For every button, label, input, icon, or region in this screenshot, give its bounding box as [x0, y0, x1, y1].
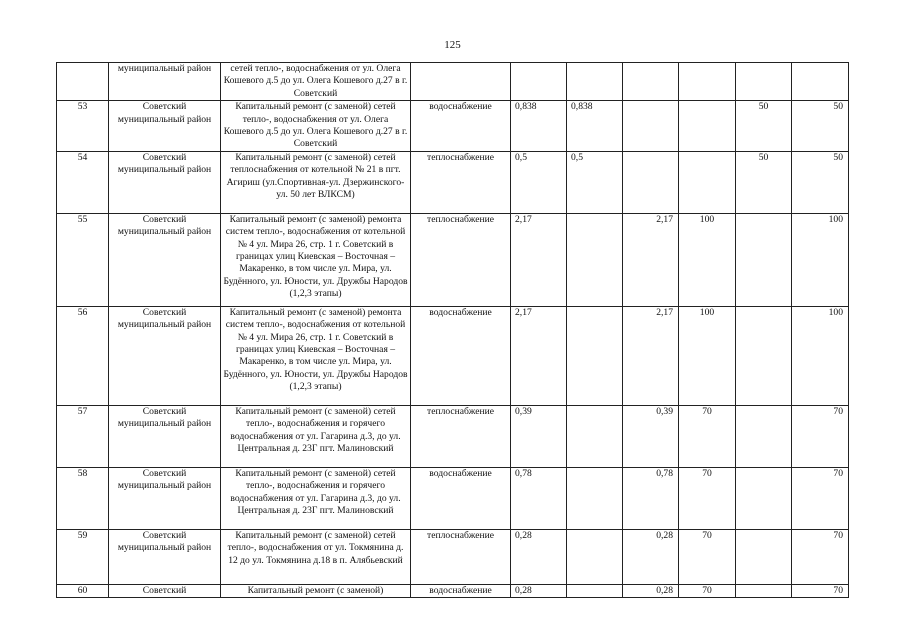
cell-number: 56 [57, 306, 109, 405]
cell-value-2: 0,5 [567, 151, 623, 213]
cell-value-4: 70 [679, 529, 736, 584]
cell-value-1: 0,39 [511, 405, 567, 467]
cell-value-6: 70 [792, 467, 849, 529]
cell-value-2 [567, 584, 623, 597]
cell-work: Капитальный ремонт (с заменой) сетей тепло-, водоснабжения от ул. Олега Кошевого д.5 до ул. Олега Кошевого д.27 в г. Советский [221, 101, 411, 152]
cell-type: теплоснабжение [411, 213, 511, 306]
cell-value-1: 0,5 [511, 151, 567, 213]
cell-value-4: 70 [679, 467, 736, 529]
cell-value-2: 0,838 [567, 101, 623, 152]
cell-district: Советский муниципальный район [109, 306, 221, 405]
cell-value-1 [511, 63, 567, 101]
cell-value-1: 0,28 [511, 584, 567, 597]
cell-value-3: 2,17 [623, 213, 679, 306]
cell-district: муниципальный район [109, 63, 221, 101]
cell-value-6: 70 [792, 584, 849, 597]
cell-value-5: 50 [736, 101, 792, 152]
cell-value-5 [736, 63, 792, 101]
cell-number [57, 63, 109, 101]
table-row [57, 213, 849, 306]
cell-value-2 [567, 213, 623, 306]
cell-value-1: 0,78 [511, 467, 567, 529]
cell-number: 57 [57, 405, 109, 467]
cell-type: теплоснабжение [411, 405, 511, 467]
cell-number: 60 [57, 584, 109, 597]
cell-district: Советский муниципальный район [109, 467, 221, 529]
cell-type: водоснабжение [411, 101, 511, 152]
cell-value-5 [736, 529, 792, 584]
cell-value-4 [679, 101, 736, 152]
cell-value-1: 0,838 [511, 101, 567, 152]
cell-value-2 [567, 467, 623, 529]
cell-value-5 [736, 467, 792, 529]
table-row [57, 101, 849, 152]
cell-value-3: 2,17 [623, 306, 679, 405]
cell-value-6: 50 [792, 101, 849, 152]
cell-type: водоснабжение [411, 584, 511, 597]
cell-number: 53 [57, 101, 109, 152]
table-row [57, 306, 849, 405]
cell-work: сетей тепло-, водоснабжения от ул. Олега Кошевого д.5 до ул. Олега Кошевого д.27 в г. Советский [221, 63, 411, 101]
cell-value-5 [736, 584, 792, 597]
cell-value-4: 100 [679, 213, 736, 306]
cell-value-6: 70 [792, 405, 849, 467]
cell-value-5 [736, 405, 792, 467]
cell-value-3: 0,39 [623, 405, 679, 467]
cell-value-2 [567, 405, 623, 467]
cell-work: Капитальный ремонт (с заменой) ремонта систем тепло-, водоснабжения от котельной № 4 ул. Мира 26, стр. 1 г. Советский в границах улиц Киевская – Восточная – Макаренко, в том числе ул. Мира, ул. Будённого, ул. Юности, ул. Дружбы Народов (1,2,3 этапы) [221, 213, 411, 306]
table-row [57, 529, 849, 584]
cell-district: Советский муниципальный район [109, 529, 221, 584]
cell-work: Капитальный ремонт (с заменой) сетей теплоснабжения от котельной № 21 в пгт. Агириш (ул.Спортивная-ул. Дзержинского- ул. 50 лет ВЛКСМ) [221, 151, 411, 213]
page-number: 125 [444, 39, 461, 51]
cell-number: 58 [57, 467, 109, 529]
works-table [56, 62, 849, 598]
cell-district: Советский [109, 584, 221, 597]
cell-value-3: 0,28 [623, 529, 679, 584]
cell-number: 55 [57, 213, 109, 306]
cell-value-4: 70 [679, 405, 736, 467]
cell-value-3 [623, 101, 679, 152]
cell-type: теплоснабжение [411, 529, 511, 584]
cell-value-6: 50 [792, 151, 849, 213]
cell-value-3 [623, 63, 679, 101]
cell-value-3 [623, 151, 679, 213]
cell-work: Капитальный ремонт (с заменой) [221, 584, 411, 597]
cell-value-2 [567, 306, 623, 405]
cell-value-4: 70 [679, 584, 736, 597]
cell-value-5: 50 [736, 151, 792, 213]
cell-number: 59 [57, 529, 109, 584]
cell-number: 54 [57, 151, 109, 213]
cell-value-6: 100 [792, 213, 849, 306]
cell-value-6: 70 [792, 529, 849, 584]
cell-value-1: 0,28 [511, 529, 567, 584]
cell-value-6: 100 [792, 306, 849, 405]
table-row [57, 467, 849, 529]
cell-value-1: 2,17 [511, 306, 567, 405]
cell-value-4: 100 [679, 306, 736, 405]
cell-district: Советский муниципальный район [109, 151, 221, 213]
cell-value-5 [736, 306, 792, 405]
cell-value-1: 2,17 [511, 213, 567, 306]
table-row [57, 405, 849, 467]
cell-work: Капитальный ремонт (с заменой) сетей тепло-, водоснабжения и горячего водоснабжения от ул. Гагарина д.3, до ул. Центральная д. 23Г пгт. Малиновский [221, 405, 411, 467]
cell-district: Советский муниципальный район [109, 213, 221, 306]
cell-type: водоснабжение [411, 306, 511, 405]
cell-work: Капитальный ремонт (с заменой) ремонта систем тепло-, водоснабжения от котельной № 4 ул. Мира 26, стр. 1 г. Советский в границах улиц Киевская – Восточная – Макаренко, в том числе ул. Мира, ул. Будённого, ул. Юности, ул. Дружбы Народов (1,2,3 этапы) [221, 306, 411, 405]
cell-value-4 [679, 151, 736, 213]
table-row [57, 584, 849, 597]
cell-district: Советский муниципальный район [109, 101, 221, 152]
cell-work: Капитальный ремонт (с заменой) сетей тепло-, водоснабжения и горячего водоснабжения от ул. Гагарина д.3, до ул. Центральная д. 23Г пгт. Малиновский [221, 467, 411, 529]
cell-value-2 [567, 63, 623, 101]
cell-type [411, 63, 511, 101]
cell-value-4 [679, 63, 736, 101]
cell-value-5 [736, 213, 792, 306]
cell-value-3: 0,28 [623, 584, 679, 597]
table-row [57, 151, 849, 213]
cell-work: Капитальный ремонт (с заменой) сетей тепло-, водоснабжения от ул. Токмянина д. 12 до ул. Токмянина д.18 в п. Алябьевский [221, 529, 411, 584]
table-row [57, 63, 849, 101]
cell-type: водоснабжение [411, 467, 511, 529]
cell-district: Советский муниципальный район [109, 405, 221, 467]
cell-value-2 [567, 529, 623, 584]
cell-value-3: 0,78 [623, 467, 679, 529]
cell-type: теплоснабжение [411, 151, 511, 213]
cell-value-6 [792, 63, 849, 101]
